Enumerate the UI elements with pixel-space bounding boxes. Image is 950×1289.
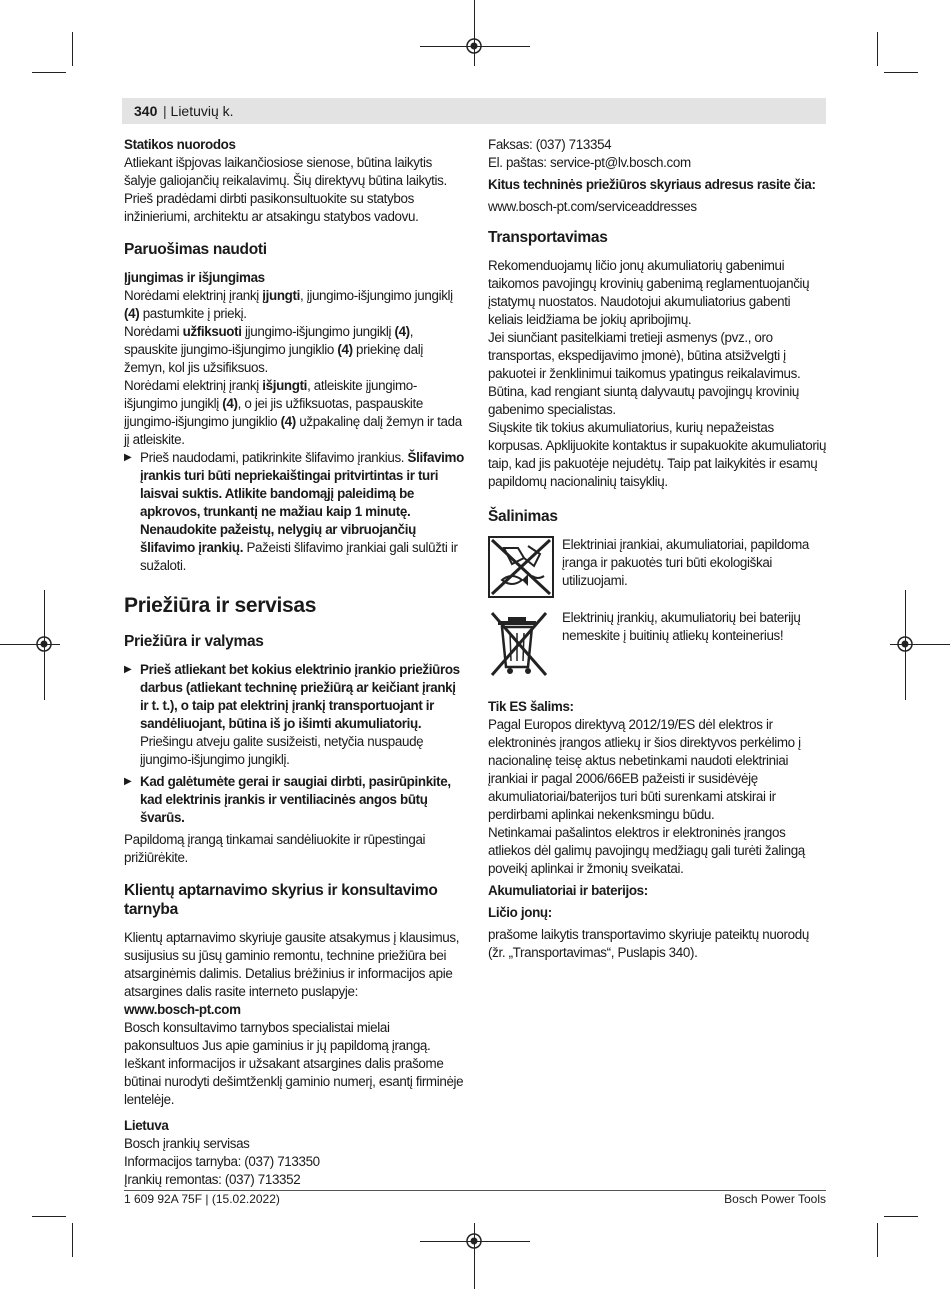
crop-mark bbox=[884, 72, 918, 73]
bullet-arrow-icon: ▶ bbox=[124, 664, 132, 675]
crossed-bin-icon bbox=[488, 609, 554, 679]
service-name: Bosch įrankių servisas bbox=[124, 1136, 250, 1151]
left-column bbox=[124, 136, 464, 1189]
paragraph: Netinkamai pašalintos elektros ir elektroninės įrangos atliekos dėl galimų pavojingų medžiagų gali turėti žalingą poveikį aplinkai ir žmonių sveikatai. bbox=[488, 825, 805, 876]
paragraph: Elektriniai įrankiai, akumuliatoriai, papildoma įranga ir pakuotės turi būti ekologiškai utilizuojami. bbox=[562, 537, 810, 588]
crop-mark bbox=[877, 1223, 878, 1257]
paragraph: Norėdami užfiksuoti įjungimo-išjungimo jungiklį (4), spauskite įjungimo-išjungimo jungiklio (4) priekinę dalį žemyn, kol jis užsifiksuos. bbox=[124, 324, 423, 375]
page-number: 340 bbox=[134, 103, 158, 119]
registration-mark-icon bbox=[465, 37, 483, 55]
paragraph: Elektrinių įrankių, akumuliatorių bei baterijų nemeskite į buitinių atliekų konteinerius! bbox=[562, 610, 801, 643]
disposal-row bbox=[488, 609, 828, 684]
paragraph: Norėdami elektrinį įrankį išjungti, atleiskite įjungimo-išjungimo jungiklį (4), o jei jis užfiksuotas, paspauskite įjungimo-išjungimo jungiklio (4) užpakalinę dalį žemyn ir tada jį atleiskite. bbox=[124, 378, 462, 447]
section-heading: Šalinimas bbox=[488, 508, 558, 525]
registration-mark-icon bbox=[35, 635, 53, 653]
subsection-heading: Tik ES šalims: bbox=[488, 699, 574, 714]
info-phone: Informacijos tarnyba: (037) 713350 bbox=[124, 1154, 320, 1169]
paragraph: Klientų aptarnavimo skyriuje gausite atsakymus į klausimus, susijusius su jūsų gaminio remontu, technine priežiūra bei atsarginėmis dalimis. Detalius brėžinius ir informacijos apie atsargines dalis rasite interneto puslapyje: bbox=[124, 930, 460, 999]
paragraph: Atliekant išpjovas laikančiosiose sienose, būtina laikytis šalyje galiojančių reikalavimų. Šių direktyvų būtina laikytis. Prieš pradėdami dirbti pasikonsultuokite su statybos inžinieriumi, architektu ar atsakingu statybos vadovu. bbox=[124, 155, 447, 224]
recycling-symbol-icon bbox=[488, 536, 554, 598]
document-code: 1 609 92A 75F | (15.02.2022) bbox=[124, 1192, 280, 1206]
paragraph: Bosch konsultavimo tarnybos specialistai mielai pakonsultuos Jus apie gaminius ir jų papildomą įrangą. bbox=[124, 1020, 431, 1053]
crop-mark bbox=[877, 32, 878, 66]
crop-mark bbox=[72, 32, 73, 66]
section-heading: Statikos nuorodos bbox=[124, 137, 236, 152]
language-label: | Lietuvių k. bbox=[167, 103, 234, 119]
subsection-heading: Akumuliatoriai ir baterijos: bbox=[488, 883, 648, 898]
crop-mark bbox=[32, 1216, 66, 1217]
footer-rule bbox=[124, 1190, 826, 1191]
right-column bbox=[488, 136, 828, 962]
list-item: ▶ Prieš naudodami, patikrinkite šlifavimo įrankius. Šlifavimo įrankis turi būti nepriekaištingai pritvirtintas ir turi laisvai suktis. Atlikite bandomąjį paleidimą be apkrovos, trunkantį ne mažiau kaip 1 minutę. Nenaudokite pažeistų, nelygių ar vibruojančių šlifavimo įrankių. Pažeisti šlifavimo įrankiai gali sulūžti ir sužaloti. bbox=[124, 450, 464, 573]
section-heading: Transportavimas bbox=[488, 229, 608, 246]
registration-mark-icon bbox=[465, 1232, 483, 1250]
list-item: ▶ Prieš atliekant bet kokius elektrinio įrankio priežiūros darbus (atliekant techninę priežiūrą ar keičiant įrankį ir t. t.), o taip pat elektrinį įrankį transportuojant ir sandėliuojant, būtina iš jo išimti akumuliatorių. Priešingu atveju galite susižeisti, netyčia nuspaudę įjungimo-išjungimo jungiklį. bbox=[124, 662, 460, 767]
fax: Faksas: (037) 713354 bbox=[488, 137, 612, 152]
paragraph: Rekomenduojamų ličio jonų akumuliatorių gabenimui taikomos pavojingų krovinių gabenimą reglamentuojančių įstatymų nuostatos. Naudotojui akumuliatorius gabenti keliais leidžiama be jokių apribojimų. bbox=[488, 258, 810, 327]
subsection-heading: Ličio jonų: bbox=[488, 905, 552, 920]
section-heading: Priežiūra ir valymas bbox=[124, 633, 264, 650]
repair-phone: Įrankių remontas: (037) 713352 bbox=[124, 1172, 301, 1187]
list-item: ▶ Kad galėtumėte gerai ir saugiai dirbti, pasirūpinkite, kad elektrinis įrankis ir ventiliacinės angos būtų švarūs. bbox=[124, 774, 451, 825]
paragraph: prašome laikytis transportavimo skyriuje pateiktų nuorodų (žr. „Transportavimas“, Puslapis 340). bbox=[488, 927, 809, 960]
paragraph: Norėdami elektrinį įrankį įjungti, įjungimo-išjungimo jungiklį (4) pastumkite į priekį. bbox=[124, 288, 453, 321]
crop-mark bbox=[884, 1216, 918, 1217]
crop-mark bbox=[72, 1223, 73, 1257]
paragraph: Jei siunčiant pasitelkiami tretieji asmenys (pvz., oro transportas, ekspedijavimo įmonė), būtina atsižvelgti į pakuotei ir ženklinimui taikomus ypatingus reikalavimus. Būtina, kad rengiant siuntą dalyvautų pavojingų krovinių gabenimo specialistas. bbox=[488, 330, 801, 417]
paragraph: Pagal Europos direktyvą 2012/19/ES dėl elektros ir elektroninės įrangos atliekų ir šios direktyvos perkėlimo į nacionalinę teisę aktus nebetinkami naudoti elektriniai įrankiai ir pagal 2006/66EB pažeisti ir susidėvėję akumuliatoriai/baterijos turi būti surenkami atskirai ir perdirbami aplinkai nekenksmingu būdu. bbox=[488, 717, 801, 822]
brand-label: Bosch Power Tools bbox=[724, 1192, 826, 1206]
bullet-arrow-icon: ▶ bbox=[124, 452, 132, 463]
crop-mark bbox=[474, 0, 475, 66]
email[interactable]: El. paštas: service-pt@lv.bosch.com bbox=[488, 155, 691, 170]
section-heading: Klientų aptarnavimo skyrius ir konsultavimo tarnyba bbox=[124, 882, 438, 918]
bullet-arrow-icon: ▶ bbox=[124, 776, 132, 787]
service-link[interactable]: www.bosch-pt.com/serviceaddresses bbox=[488, 199, 697, 214]
subsection-heading: Įjungimas ir išjungimas bbox=[124, 270, 265, 285]
website-link[interactable]: www.bosch-pt.com bbox=[124, 1002, 241, 1017]
paragraph: Siųskite tik tokius akumuliatorius, kurių nepažeistas korpusas. Apklijuokite kontaktus ir supakuokite akumuliatorių taip, kad jis pakuotėje nejudėtų. Taip pat laikykitės ir esamų papildomų nacionalinių taisyklių. bbox=[488, 420, 827, 489]
crop-mark bbox=[32, 72, 66, 73]
country-heading: Lietuva bbox=[124, 1118, 169, 1133]
paragraph: Ieškant informacijos ir užsakant atsargines dalis prašome būtinai nurodyti dešimtženklį gaminio numerį, esantį firminėje lentelėje. bbox=[124, 1056, 464, 1107]
chapter-heading: Priežiūra ir servisas bbox=[124, 594, 317, 617]
subsection-heading: Kitus techninės priežiūros skyriaus adresus rasite čia: bbox=[488, 177, 816, 192]
disposal-row bbox=[488, 536, 828, 603]
paragraph: Papildomą įrangą tinkamai sandėliuokite ir rūpestingai prižiūrėkite. bbox=[124, 832, 426, 865]
section-heading: Paruošimas naudoti bbox=[124, 241, 267, 258]
registration-mark-icon bbox=[896, 635, 914, 653]
